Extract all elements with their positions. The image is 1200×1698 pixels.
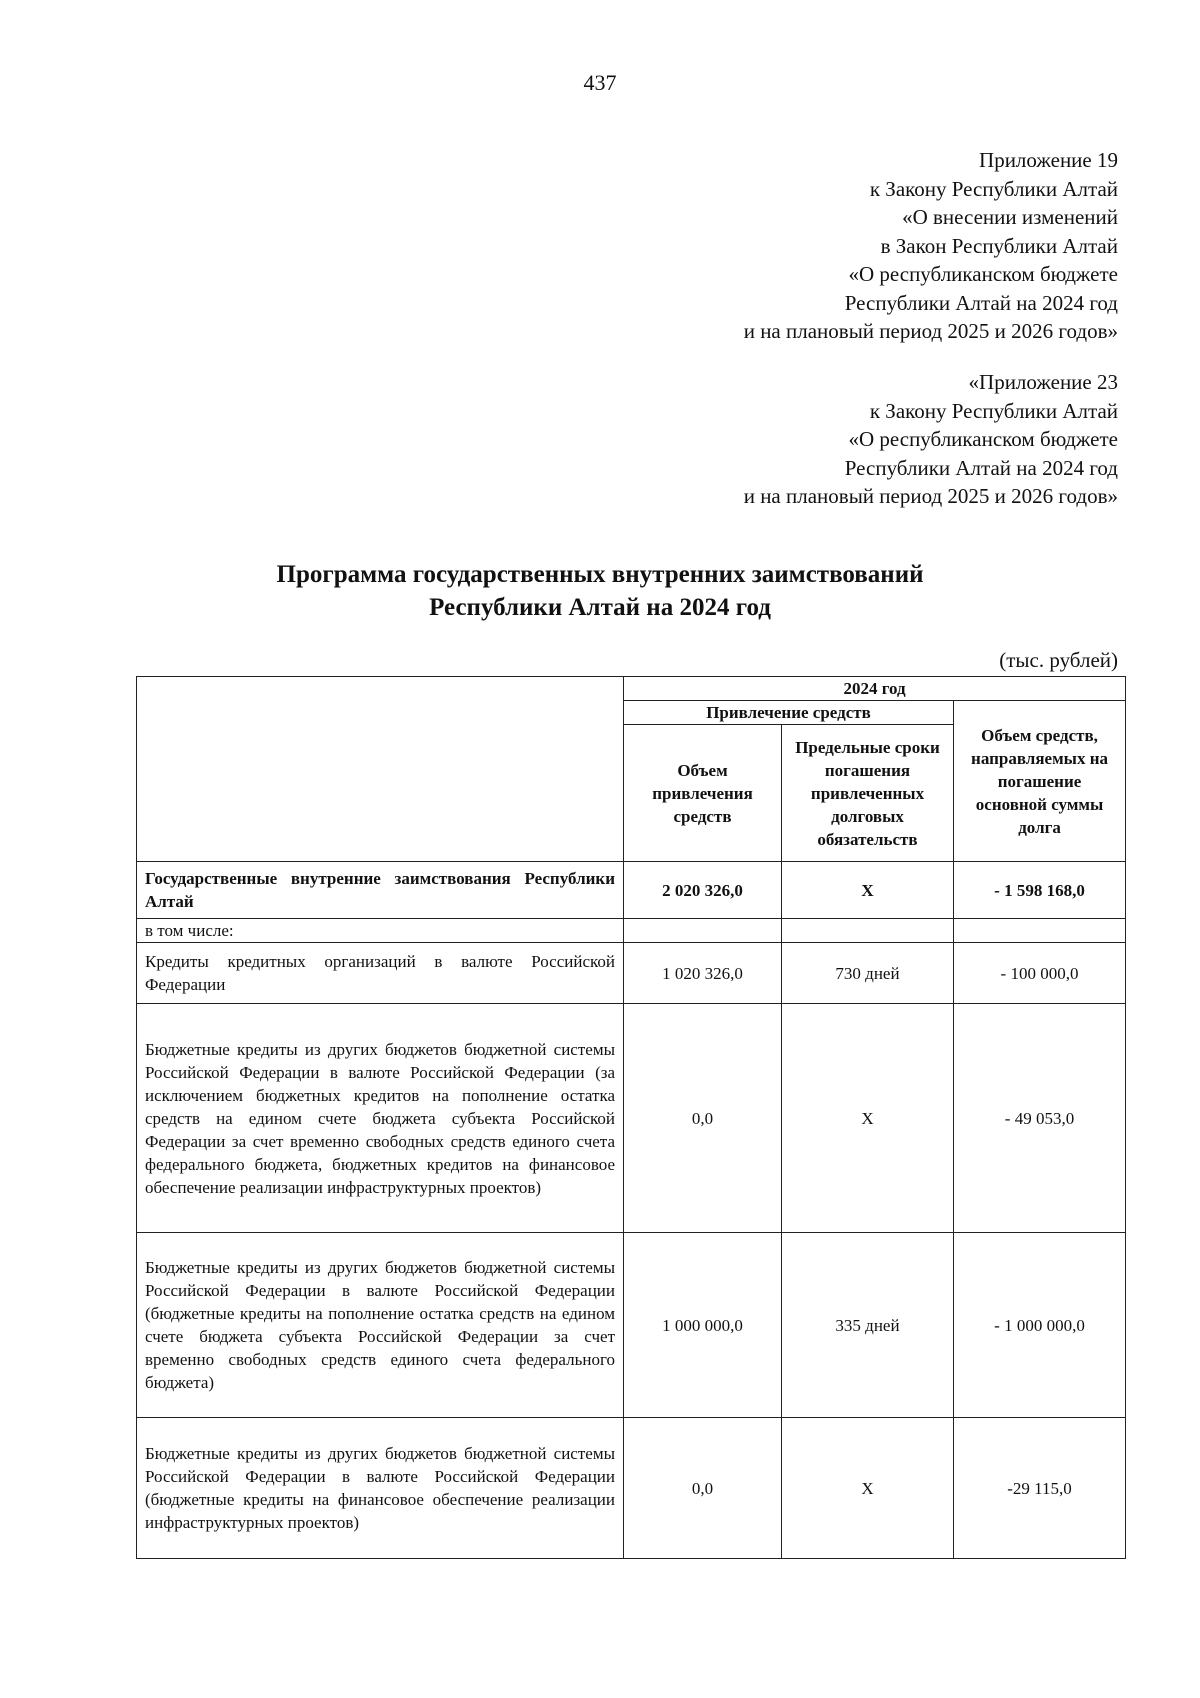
table-row	[137, 1004, 1126, 1233]
row-name: Кредиты кредитных организаций в валюте Российской Федерации	[137, 943, 624, 1004]
table-row	[137, 1233, 1126, 1418]
page-number: 437	[583, 70, 617, 95]
row-terms: Х	[782, 1418, 954, 1559]
borrowing-program-table	[136, 676, 1126, 1559]
appendix-19-block	[744, 146, 1118, 346]
document-title-line-2: Республики Алтай на 2024 год	[429, 594, 771, 621]
row-repayment: -29 115,0	[954, 1418, 1126, 1559]
header-year: 2024 год	[624, 677, 1126, 701]
row-repayment: - 1 000 000,0	[954, 1233, 1126, 1418]
header-terms: Предельные сроки погашения привлеченных долговых обязательств	[782, 725, 954, 862]
appendix-19-line: «О республиканском бюджете	[848, 262, 1118, 286]
appendix-19-line: в Закон Республики Алтай	[880, 233, 1118, 258]
appendix-23-line: «О республиканском бюджете	[848, 427, 1118, 451]
row-volume: 1 000 000,0	[624, 1233, 782, 1418]
table-row-including	[137, 919, 1126, 943]
appendix-19-line: к Закону Республики Алтай	[869, 176, 1118, 201]
appendix-23-line: Республики Алтай на 2024 год	[844, 455, 1118, 480]
row-name: Бюджетные кредиты из других бюджетов бюджетной системы Российской Федерации в валюте Российской Федерации (за исключением бюджетных кредитов на пополнение остатка средств на едином счете бюджета субъекта Российской Федерации за счет временно свободных средств единого счета федерального бюджета, бюджетных кредитов на финансовое обеспечение реализации инфраструктурных проектов)	[137, 1004, 624, 1233]
row-name: Бюджетные кредиты из других бюджетов бюджетной системы Российской Федерации в валюте Российской Федерации (бюджетные кредиты на пополнение остатка средств на едином счете бюджета субъекта Российской Федерации за счет временно свободных средств единого счета федерального бюджета)	[137, 1233, 624, 1418]
header-repayment: Объем средств, направляемых на погашение основной суммы долга	[954, 701, 1126, 862]
document-title-line-1: Программа государственных внутренних заимствований	[276, 561, 924, 588]
row-terms: 730 дней	[782, 943, 954, 1004]
header-row-year	[137, 677, 1126, 701]
header-volume: Объем привлечения средств	[624, 725, 782, 862]
row-volume: 1 020 326,0	[624, 943, 782, 1004]
row-terms: Х	[782, 1004, 954, 1233]
empty-cell	[624, 919, 782, 943]
empty-cell	[954, 919, 1126, 943]
units-label: (тыс. рублей)	[999, 648, 1118, 672]
row-repayment: - 1 598 168,0	[954, 862, 1126, 919]
table-row	[137, 1418, 1126, 1559]
row-repayment: - 100 000,0	[954, 943, 1126, 1004]
appendix-23-block	[744, 368, 1118, 511]
table-row-total	[137, 862, 1126, 919]
appendix-19-line: Республики Алтай на 2024 год	[844, 290, 1118, 315]
including-label: в том числе:	[137, 919, 624, 943]
table-row	[137, 943, 1126, 1004]
appendix-19-line: «О внесении изменений	[902, 205, 1118, 229]
appendix-23-line: и на плановый период 2025 и 2026 годов»	[743, 484, 1118, 508]
row-name: Государственные внутренние заимствования Республики Алтай	[137, 862, 624, 919]
header-attraction: Привлечение средств	[624, 701, 954, 725]
document-title	[0, 558, 1200, 624]
appendix-19-line: и на плановый период 2025 и 2026 годов»	[743, 319, 1118, 343]
row-volume: 0,0	[624, 1418, 782, 1559]
appendix-23-line: «Приложение 23	[968, 370, 1118, 394]
appendix-19-line: Приложение 19	[979, 148, 1118, 172]
appendix-23-line: к Закону Республики Алтай	[869, 398, 1118, 423]
row-terms: 335 дней	[782, 1233, 954, 1418]
row-terms: Х	[782, 862, 954, 919]
row-volume: 0,0	[624, 1004, 782, 1233]
row-name: Бюджетные кредиты из других бюджетов бюджетной системы Российской Федерации в валюте Российской Федерации (бюджетные кредиты на финансовое обеспечение реализации инфраструктурных проектов)	[137, 1418, 624, 1559]
row-volume: 2 020 326,0	[624, 862, 782, 919]
header-empty-cell	[137, 677, 624, 862]
empty-cell	[782, 919, 954, 943]
row-repayment: - 49 053,0	[954, 1004, 1126, 1233]
